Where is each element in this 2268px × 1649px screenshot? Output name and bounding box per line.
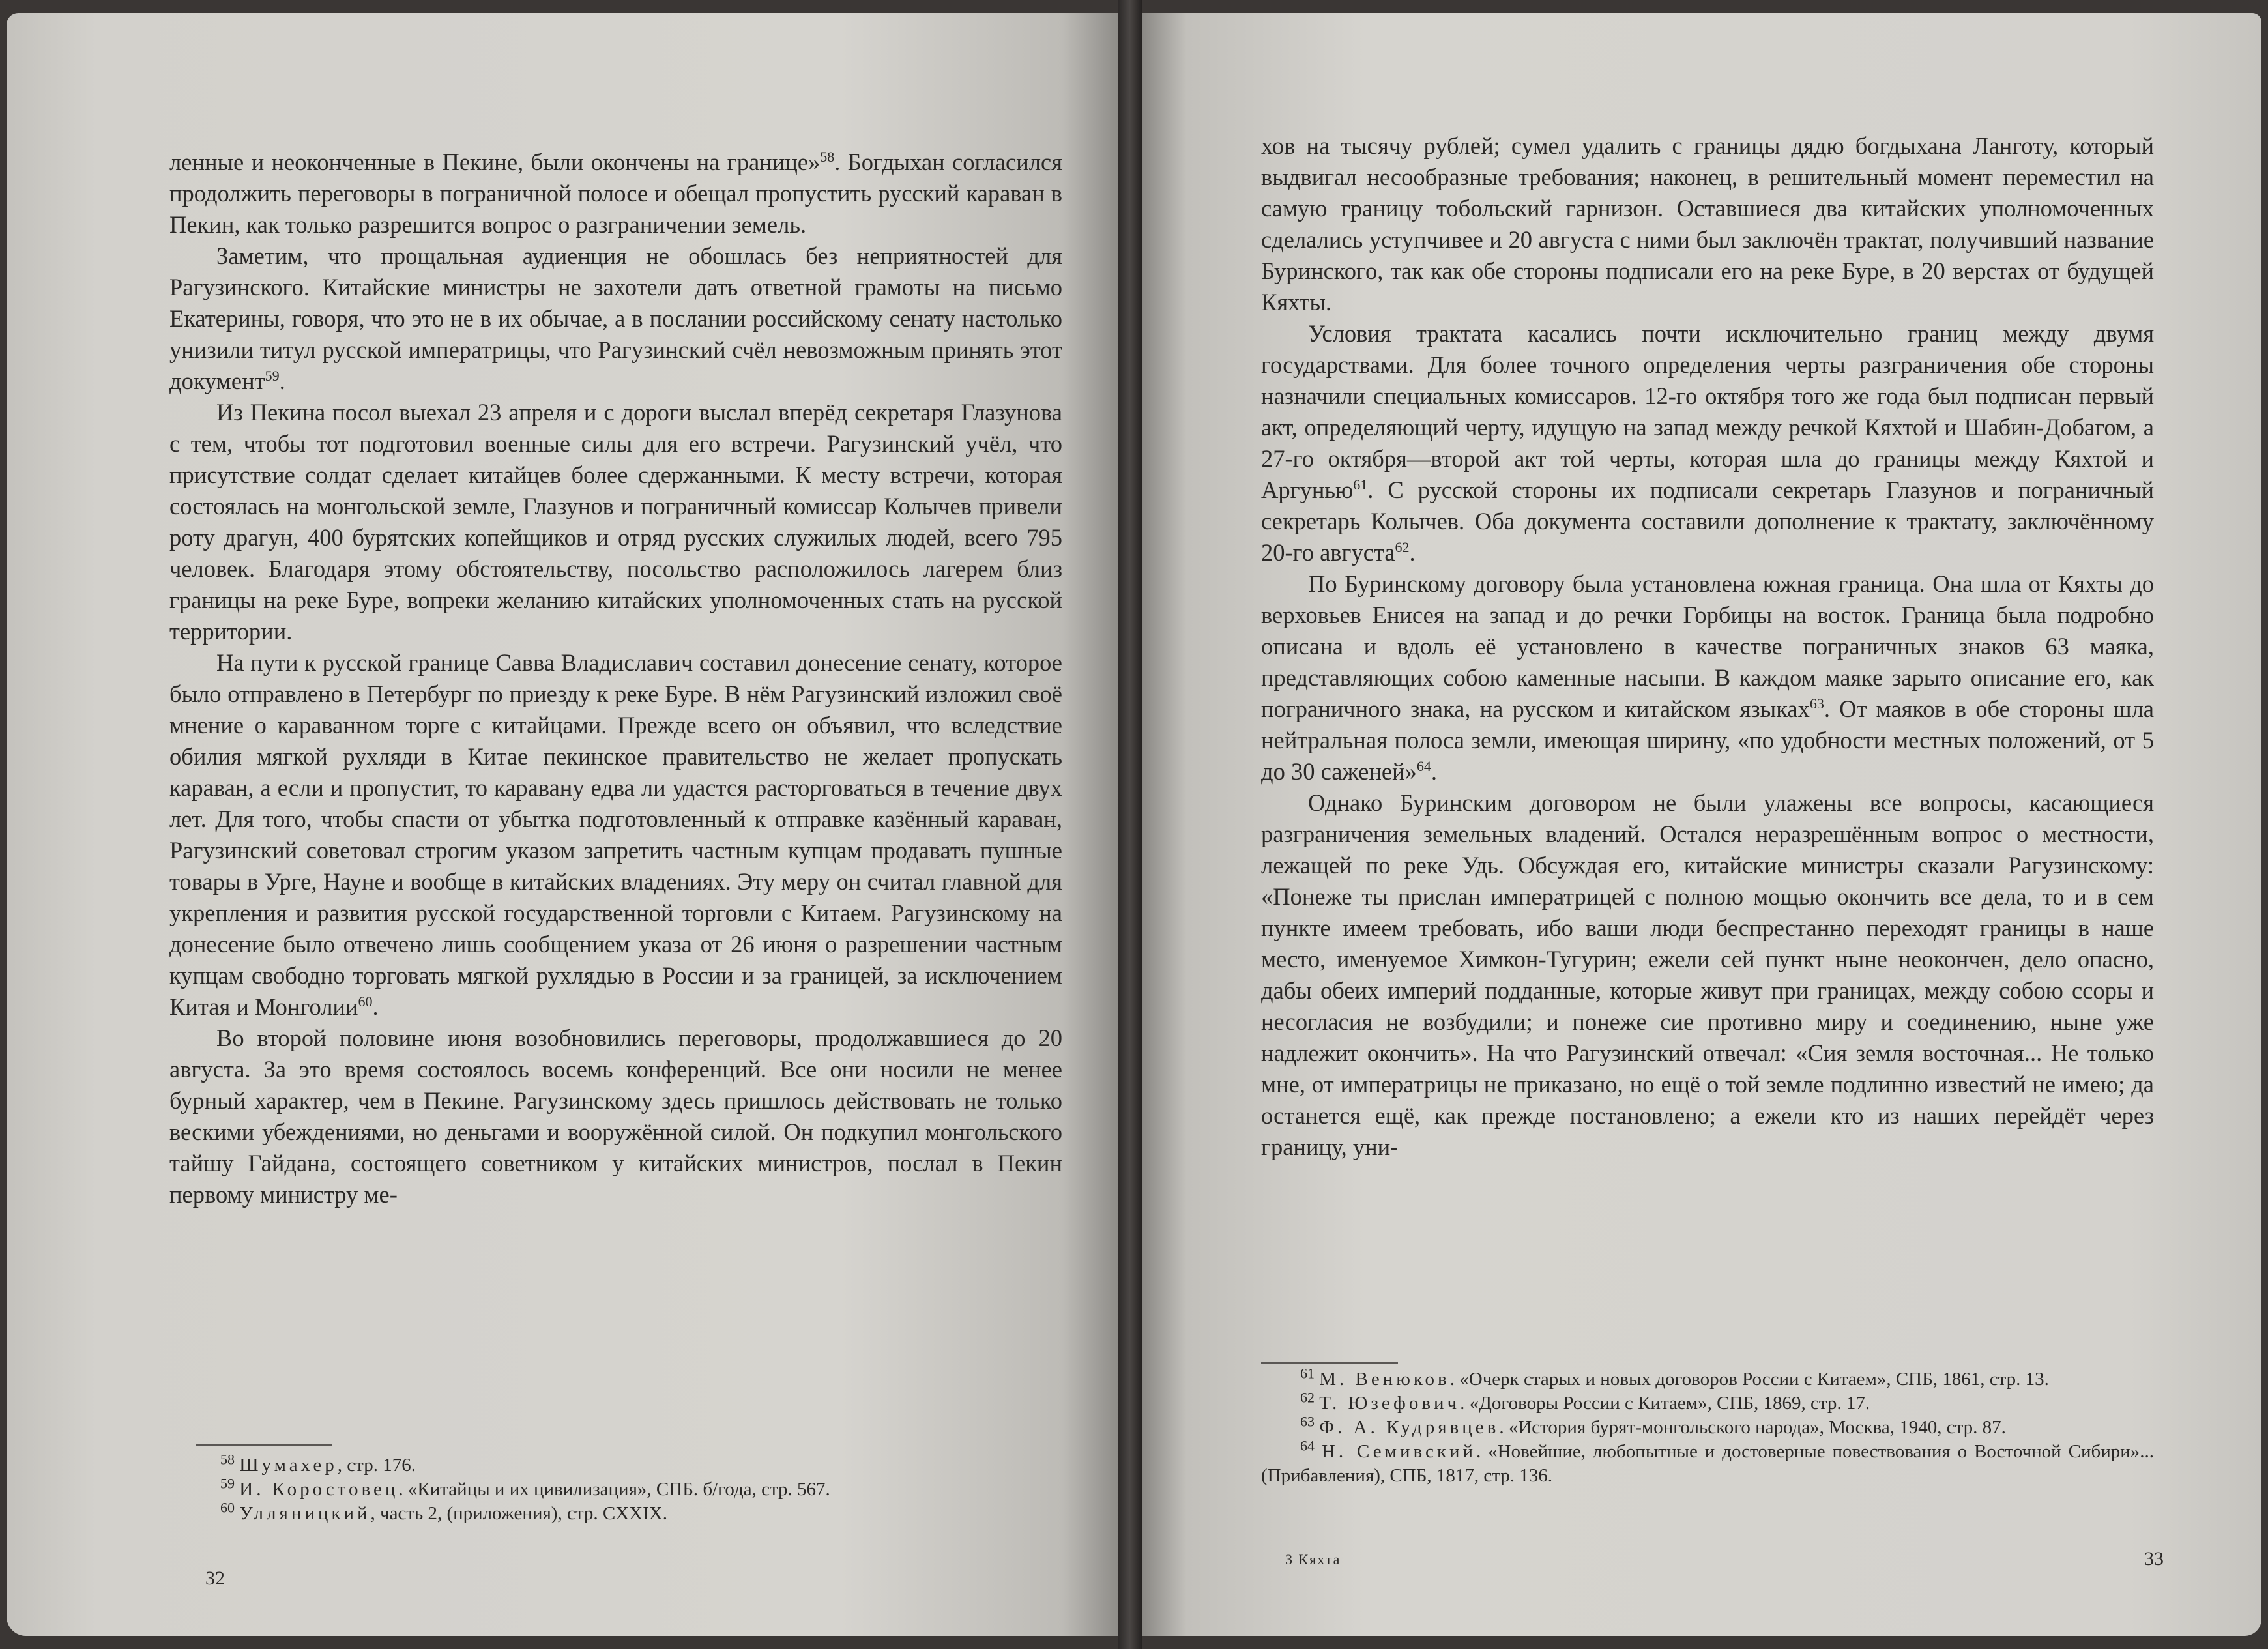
page-number: 33 — [2144, 1548, 2164, 1569]
footnote-divider — [1261, 1362, 1398, 1364]
footnote-number: 59 — [220, 1475, 235, 1492]
paragraph-text: . С русской стороны их подписали секретарь Глазунов и пограничный секретарь Колычев. Оба документа составили дополнение к трактату, заключённому 20-го августа — [1261, 476, 2154, 566]
footnote-author: И. Коростовец — [239, 1479, 399, 1500]
right-page — [1142, 13, 2261, 1636]
footnote-number: 58 — [220, 1451, 235, 1468]
footnote-text: . «Договоры России с Китаем», СПБ, 1869, стр. 17. — [1460, 1393, 1870, 1414]
footnote — [1261, 1367, 2154, 1392]
footnote — [181, 1499, 1061, 1526]
paragraph-text: . — [279, 368, 285, 394]
paragraph-text: Заметим, что прощальная аудиенция не обошлась без неприятностей для Рагузинского. Китайские министры не захотели дать ответной грамоты на письмо Екатерины, говоря, что это не в их обычае, а в послании российскому сенату настолько унизили титул русской императрицы, что Рагузинский счёл невозможным принять этот документ — [169, 242, 1062, 394]
paragraph-text: . Богдыхан согласился продолжить переговоры в пограничной полосе и обещал пропустить русский караван в Пекин, как только разрешится вопрос о разграничении земель. — [169, 149, 1062, 238]
footnote — [181, 1475, 1061, 1502]
footnote-ref: 61 — [1353, 476, 1368, 493]
paragraph-text: . — [372, 993, 379, 1020]
right-footnotes — [1261, 1367, 2154, 1488]
left-page-body — [169, 147, 1062, 1210]
paragraph-text: Условия трактата касались почти исключительно границ между двумя государствами. Для более точного определения черты разграничения обе стороны назначили специальных комиссаров. 12-го октября того же года был подписан первый акт, определяющий черту, идущую на запад между речкой Кяхтой и Шабин-Добагом, а 27-го октября—второй акт той черты, которая шла до границы между Кяхтой и Аргунью — [1261, 320, 2154, 503]
paragraph — [1261, 318, 2154, 568]
footnote-ref: 64 — [1416, 757, 1431, 774]
paragraph — [169, 397, 1062, 647]
footnote-text: . «История бурят-монгольского народа», Москва, 1940, стр. 87. — [1499, 1417, 2006, 1438]
footnote-number: 62 — [1300, 1389, 1315, 1406]
footnote-ref: 59 — [265, 367, 280, 384]
footnote-text: , стр. 176. — [337, 1455, 416, 1476]
signature-mark: 3 Кяхта — [1285, 1551, 1341, 1568]
paragraph — [169, 147, 1062, 241]
paragraph-text: Во второй половине июня возобновились переговоры, продолжавшиеся до 20 августа. За это время состоялось восемь конференций. Все они носили не менее бурный характер, чем в Пекине. Рагузинскому здесь пришлось действовать не только вескими убеждениями, но деньгами и вооружённой силой. Он подкупил монгольского тайшу Гайдана, состоящего советником у китайских министров, послал в Пекин первому министру ме- — [169, 1025, 1062, 1208]
paragraph — [169, 241, 1062, 397]
footnote-ref: 58 — [820, 148, 835, 165]
paragraph — [1261, 130, 2154, 318]
paragraph-text: Однако Буринским договором не были улажены все вопросы, касающиеся разграничения земельных владений. Остался неразрешённым вопрос о местности, лежащей по реке Удь. Обсуждая его, китайские министры сказали Рагузинскому: «Понеже ты прислан императрицей с полною мощью окончить все дела, то и в сем пункте имеем требовать, ибо ваши люди беспрестанно переходят границы в наше место, именуемое Химкон-Тугурин; ежели сей пункт ныне неокончен, дело опасно, дабы обеих империй подданные, которые живут при границах, между собою ссоры и несогласия не возбудили; и понеже сие противно миру и соединению, ныне уже надлежит окончить». На что Рагузинский отвечал: «Сия земля восточная... Не только мне, от императрицы не приказано, но ещё о той земле подлинно известий не имею; да останется ещё, как прежде постановлено; а ежели кто из наших перейдёт через границу, уни- — [1261, 789, 2154, 1160]
footnote-text: . «Новейшие, любопытные и достоверные повествования о Восточной Сибири»... (Прибавления), СПБ, 1817, стр. 136. — [1261, 1441, 2155, 1486]
footnote-author: Улляницкий — [239, 1503, 371, 1524]
footnote-text: , часть 2, (приложения), стр. CXXIX. — [370, 1503, 667, 1524]
footnote-author: Ф. А. Кудрявцев — [1319, 1417, 1500, 1438]
footnote-author: Т. Юзефович — [1319, 1393, 1461, 1414]
paragraph-text: . От маяков в обе стороны шла нейтральная полоса земли, имеющая ширину, «по удобности местных положений, от 5 до 30 саженей» — [1261, 695, 2154, 785]
left-footnotes — [181, 1453, 1061, 1526]
book-gutter — [1118, 0, 1142, 1649]
right-page-body — [1261, 130, 2154, 1163]
footnote-number: 60 — [220, 1499, 235, 1516]
paragraph-text: . — [1431, 758, 1437, 785]
paragraph-text: По Буринскому договору была установлена южная граница. Она шла от Кяхты до верховьев Енисея на запад и до речки Горбицы на восток. Граница была подробно описана и вдоль её установлено в качестве пограничных знаков 63 маяка, представляющих собою каменные насыпи. В каждом маяке зарыто описание его, как пограничного знака, на русском и китайском языках — [1261, 570, 2154, 722]
footnote-text: . «Очерк старых и новых договоров России с Китаем», СПБ, 1861, стр. 13. — [1449, 1369, 2049, 1390]
footnote-number: 61 — [1300, 1365, 1315, 1382]
footnote-ref: 62 — [1395, 538, 1410, 555]
paragraph — [1261, 568, 2154, 787]
footnote-number: 63 — [1300, 1413, 1315, 1430]
footnote-author: М. Венюков — [1319, 1369, 1450, 1390]
paragraph-text: ленные и неоконченные в Пекине, были окончены на границе» — [169, 149, 821, 175]
footnote — [1261, 1437, 2155, 1488]
footnote-text: . «Китайцы и их цивилизация», СПБ. б/года, стр. 567. — [398, 1479, 830, 1500]
page-number: 32 — [205, 1568, 225, 1589]
footnote-ref: 60 — [358, 993, 373, 1010]
paragraph — [1261, 787, 2154, 1163]
footnote-ref: 63 — [1809, 695, 1824, 712]
footnote — [1261, 1389, 2154, 1416]
footnote-author: Шумахер — [239, 1455, 338, 1476]
footnote-divider — [196, 1444, 332, 1446]
paragraph — [169, 1023, 1062, 1210]
footnote — [1261, 1413, 2154, 1440]
paragraph-text: хов на тысячу рублей; сумел удалить с границы дядю богдыхана Ланготу, который выдвигал несообразные требования; наконец, в решительный момент переместил на самую границу тобольский гарнизон. Оставшиеся два китайских уполномоченных сделались уступчивее и 20 августа с ними был заключён трактат, получивший название Буринского, так как обе стороны подписали его на реке Буре, в 20 верстах от будущей Кяхты. — [1261, 132, 2154, 315]
paragraph-text: . — [1409, 539, 1416, 566]
footnote-number: 64 — [1300, 1437, 1315, 1454]
paragraph-text: Из Пекина посол выехал 23 апреля и с дороги выслал вперёд секретаря Глазунова с тем, чтобы тот подготовил военные силы для его встречи. Рагузинский учёл, что присутствие солдат сделает китайцев более сдержанными. К месту встречи, которая состоялась на монгольской земле, Глазунов и пограничный комиссар Колычев привели роту драгун, 400 бурятских копейщиков и отряд русских служилых людей, всего 795 человек. Благодаря этому обстоятельству, посольство расположилось лагерем близ границы на реке Буре, вопреки желанию китайских уполномоченных стать на русской территории. — [169, 399, 1062, 645]
paragraph — [169, 647, 1062, 1023]
left-page — [7, 13, 1118, 1636]
footnote — [181, 1453, 1061, 1478]
footnote-author: Н. Семивский — [1321, 1441, 1476, 1462]
paragraph-text: На пути к русской границе Савва Владиславич составил донесение сенату, которое было отправлено в Петербург по приезду к реке Буре. В нём Рагузинский изложил своё мнение о караванном торге с китайцами. Прежде всего он объявил, что вследствие обилия мягкой рухляди в Китае пекинское правительство не желает пропускать караван, а если и пропустит, то каравану едва ли удастся расторговаться в течение двух лет. Для того, чтобы спасти от убытка подготовленный к отправке казённый караван, Рагузинский советовал строгим указом запретить частным купцам продавать пушные товары в Урге, Науне и вообще в китайских владениях. Эту меру он считал главной для укрепления и развития русской государственной торговли с Китаем. Рагузинскому на донесение было отвечено лишь сообщением указа от 26 июня о разрешении частным купцам свободно торговать мягкой рухлядью в России и за границей, за исключением Китая и Монголии — [169, 649, 1062, 1020]
